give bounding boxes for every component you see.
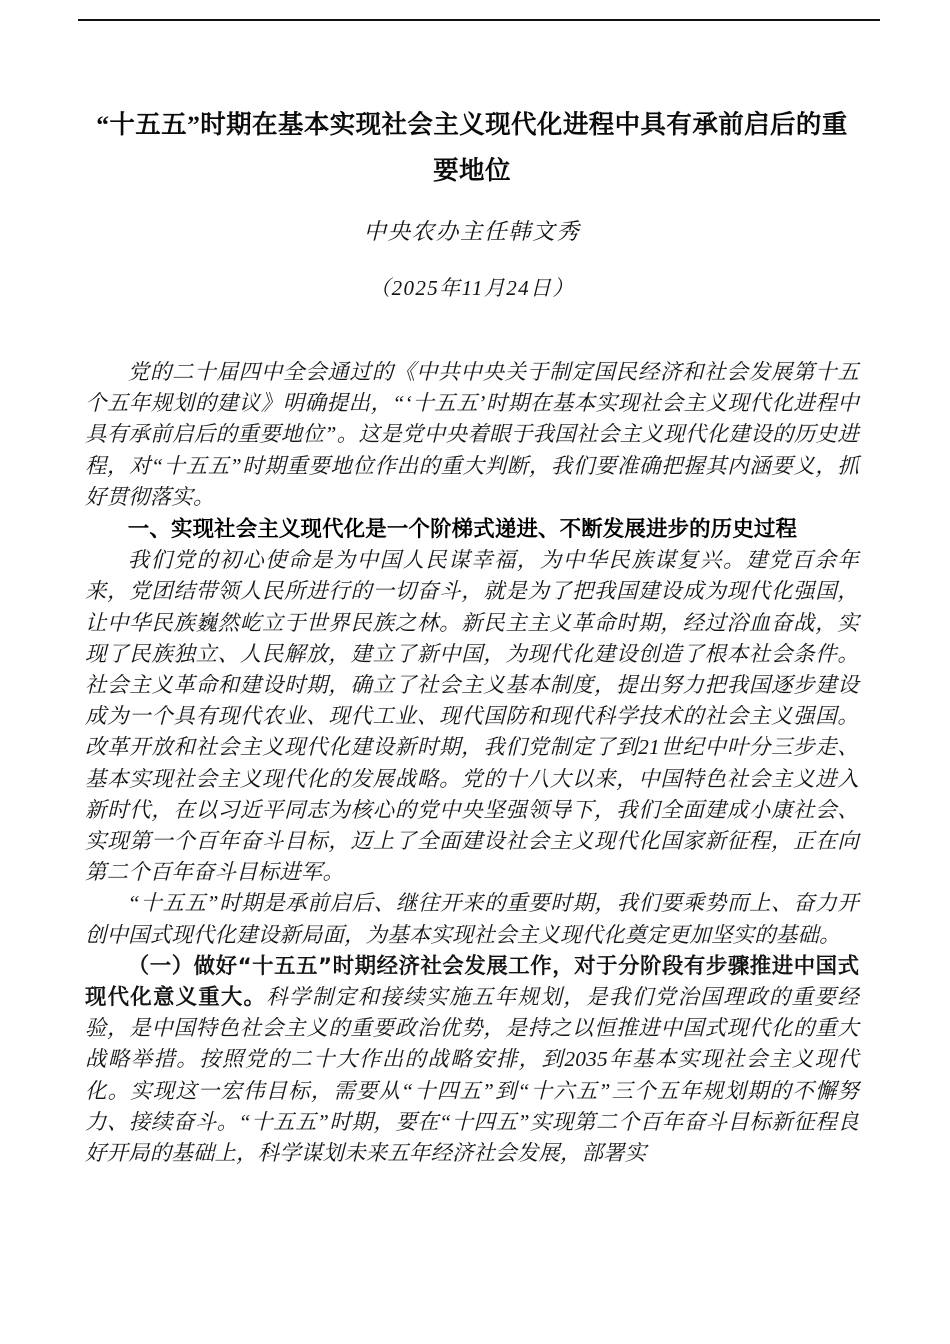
document-date: （2025年11月24日） [369, 276, 575, 300]
paragraph-1: 党的二十届四中全会通过的《中共中央关于制定国民经济和社会发展第十五个五年规划的建议》明确提出，“‘十五五’时期在基本实现社会主义现代化进程中具有承前启后的重要地位”。这是党中央着眼于我国社会主义现代化建设的历史进程，对“十五五”时期重要地位作出的重大判断，我们要准确把握其内涵要义，抓好贯彻落实。 [85, 360, 859, 509]
document-byline: 中央农办主任韩文秀 [363, 219, 581, 244]
document-body [85, 305, 859, 1169]
subsection-heading-1: （一）做好“十五五”时期经济社会发展工作，对于分阶段有步骤推进中国式现代化意义重大。 [85, 953, 859, 1011]
document-content [85, 0, 859, 1169]
section-heading-1: 一、实现社会主义现代化是一个阶梯式递进、不断发展进步的历史过程 [127, 517, 798, 543]
paragraph-4 [85, 951, 859, 1169]
paragraph-2: 我们党的初心使命是为中国人民谋幸福，为中华民族谋复兴。建党百余年来，党团结带领人民所进行的一切奋斗，就是为了把我国建设成为现代化强国，让中华民族巍然屹立于世界民族之林。新民主主义革命时期，经过浴血奋战，实现了民族独立、人民解放，建立了新中国，为现代化建设创造了根本社会条件。社会主义革命和建设时期，确立了社会主义基本制度，提出努力把我国逐步建设成为一个具有现代农业、现代工业、现代国防和现代科学技术的社会主义强国。改革开放和社会主义现代化建设新时期，我们党制定了到21世纪中叶分三步走、基本实现社会主义现代化的发展战略。党的十八大以来，中国特色社会主义进入新时代，在以习近平同志为核心的党中央坚强领导下，我们全面建成小康社会、实现第一个百年奋斗目标，迈上了全面建设社会主义现代化国家新征程，正在向第二个百年奋斗目标进军。 [85, 548, 859, 885]
paragraph-3: “十五五”时期是承前启后、继往开来的重要时期，我们要乘势而上、奋力开创中国式现代化建设新局面，为基本实现社会主义现代化奠定更加坚实的基础。 [85, 891, 859, 947]
paragraph-4-text: 科学制定和接续实施五年规划，是我们党治国理政的重要经验，是中国特色社会主义的重要政治优势，是持之以恒推进中国式现代化的重大战略举措。按照党的二十大作出的战略安排，到2035年基本实现社会主义现代化。实现这一宏伟目标，需要从“十四五”到“十六五”三个五年规划期的不懈努力、接续奋斗。“十五五”时期，要在“十四五”实现第二个百年奋斗目标新征程良好开局的基础上，科学谋划未来五年经济社会发展，部署实 [85, 985, 859, 1166]
page-title: “十五五”时期在基本实现社会主义现代化进程中具有承前启后的重要地位 [96, 110, 848, 185]
